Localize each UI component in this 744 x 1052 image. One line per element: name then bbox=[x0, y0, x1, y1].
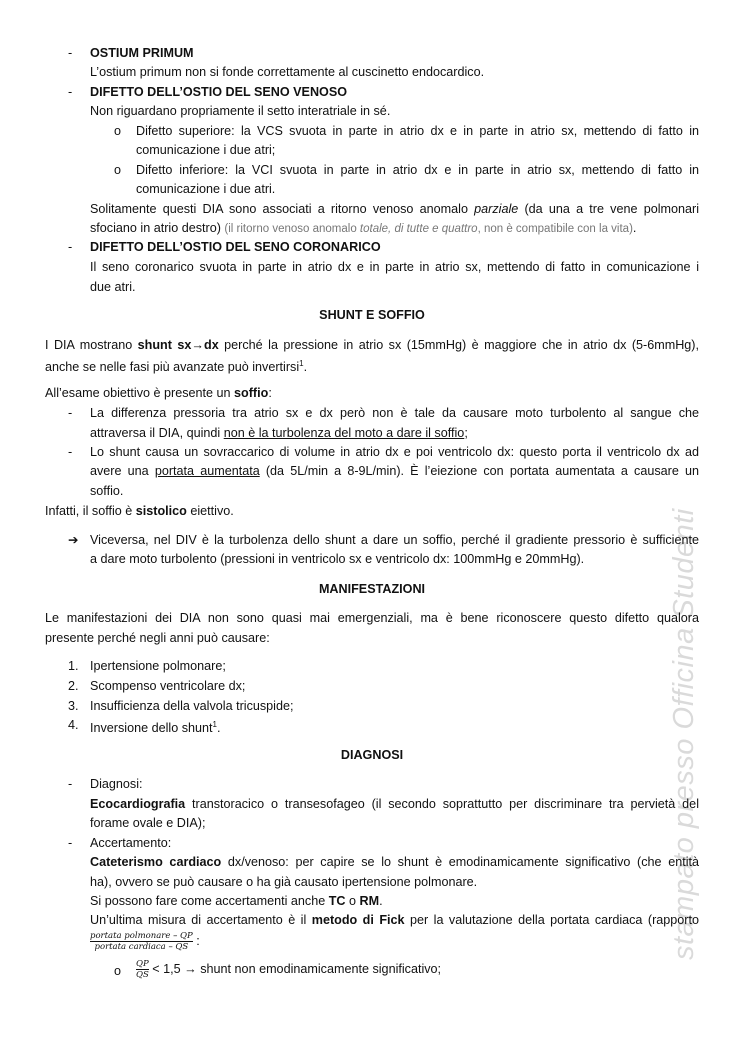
dash-bullet: - bbox=[68, 406, 73, 420]
list-number: 4. bbox=[68, 718, 79, 732]
dash-bullet: - bbox=[68, 777, 73, 791]
paragraph: Le manifestazioni dei DIA non sono quasi mai emergenziali, ma è bene riconoscere questo difetto qualora bbox=[45, 611, 699, 625]
text: Infatti, il soffio è bbox=[45, 504, 136, 518]
bold-text: metodo di Fick bbox=[311, 913, 405, 927]
section-title: DIFETTO DELL’OSTIO DEL SENO VENOSO bbox=[90, 85, 348, 99]
bold-text: shunt sx→dx bbox=[137, 338, 219, 352]
text: eiettivo. bbox=[186, 504, 234, 518]
list-item: Scompenso ventricolare dx; bbox=[90, 679, 246, 693]
list-item: comunicazione i due atri; bbox=[136, 143, 276, 157]
bold-text: sistolico bbox=[135, 504, 187, 518]
dash-bullet: - bbox=[68, 46, 73, 60]
italic-text: parziale bbox=[474, 202, 519, 216]
bold-text: RM bbox=[359, 894, 380, 908]
list-item: Accertamento: bbox=[90, 836, 172, 850]
text: ; bbox=[464, 426, 468, 440]
text: dx/venoso: per capire se lo shunt è emodinamicamente significativo (che entità bbox=[221, 855, 700, 869]
text: (il ritorno venoso anomalo bbox=[224, 223, 360, 235]
text: All’esame obiettivo è presente un bbox=[45, 386, 235, 400]
paragraph bbox=[45, 356, 307, 375]
text: : bbox=[196, 933, 200, 948]
section-title: DIFETTO DELL’OSTIO DEL SENO CORONARICO bbox=[90, 240, 381, 254]
circle-bullet: o bbox=[114, 964, 122, 978]
underlined-text: portata aumentata bbox=[154, 464, 260, 478]
denominator: portata cardiaca – QS bbox=[94, 942, 189, 952]
text: . bbox=[632, 221, 637, 235]
text: . bbox=[379, 894, 383, 908]
bold-text: soffio bbox=[234, 386, 269, 400]
fraction bbox=[90, 931, 193, 952]
paragraph: L’ostium primum non si fonde correttamente al cuscinetto endocardico. bbox=[90, 65, 485, 79]
bold-text: Cateterismo cardiaco bbox=[90, 855, 222, 869]
dash-bullet: - bbox=[68, 445, 73, 459]
heading-diagnosi: DIAGNOSI bbox=[340, 748, 404, 762]
paragraph: due atri. bbox=[90, 280, 136, 294]
paragraph: Il seno coronarico svuota in parte in atrio dx e in parte in atrio sx, mettendo di fatto in comunicazione i bbox=[90, 260, 699, 274]
dash-bullet: - bbox=[68, 836, 73, 850]
dash-bullet: - bbox=[68, 240, 73, 254]
list-item: Difetto superiore: la VCS svuota in parte in atrio dx e in parte in atrio sx, mettendo di fatto in bbox=[136, 124, 699, 138]
text: Inversione dello shunt bbox=[90, 721, 213, 736]
paragraph bbox=[45, 337, 699, 353]
text: , non è compatibile con la vita) bbox=[477, 223, 633, 235]
text: Solitamente questi DIA sono associati a ritorno venoso anomalo bbox=[90, 202, 475, 216]
heading-shunt: SHUNT E SOFFIO bbox=[319, 308, 425, 322]
denominator: QS bbox=[136, 970, 149, 980]
circle-bullet: o bbox=[114, 163, 122, 177]
bold-text: TC bbox=[328, 894, 346, 908]
text: . bbox=[216, 721, 221, 736]
section-title: OSTIUM PRIMUM bbox=[90, 46, 194, 60]
footnote-ref[interactable]: 1 bbox=[299, 359, 304, 368]
list-item bbox=[90, 425, 468, 441]
list-number: 1. bbox=[68, 659, 79, 673]
text: I DIA mostrano bbox=[45, 338, 138, 352]
text: Si possono fare come accertamenti anche bbox=[90, 894, 329, 908]
italic-text: totale, di tutte e quattro bbox=[359, 223, 478, 235]
text: Un’ultima misura di accertamento è il bbox=[90, 913, 312, 927]
dash-bullet: - bbox=[68, 85, 73, 99]
paragraph: ha), ovvero se può causare o ha già causato ipertensione polmonare. bbox=[90, 875, 478, 889]
paragraph bbox=[90, 796, 699, 812]
paragraph bbox=[90, 912, 699, 928]
list-number: 2. bbox=[68, 679, 79, 693]
text: attraversa il DIA, quindi bbox=[90, 426, 224, 440]
paragraph: Viceversa, nel DIV è la turbolenza dello shunt a dare un soffio, perché il gradiente pressorio è sufficiente bbox=[90, 533, 699, 547]
text: : bbox=[268, 386, 272, 400]
text: < 1,5 → shunt non emodinamicamente significativo; bbox=[148, 961, 442, 976]
list-item: Lo shunt causa un sovraccarico di volume in atrio dx e poi ventricolo dx: questo porta il ventricolo dx ad bbox=[90, 445, 699, 459]
fraction bbox=[136, 959, 149, 980]
paragraph bbox=[90, 201, 699, 217]
list-item: Difetto inferiore: la VCI svuota in parte in atrio dx e in parte in atrio sx, mettendo di fatto in bbox=[136, 163, 699, 177]
paragraph: presente perché negli anni può causare: bbox=[45, 631, 270, 645]
footnote-ref[interactable]: 1 bbox=[212, 720, 217, 729]
bold-text: Ecocardiografia bbox=[90, 797, 186, 811]
list-item: comunicazione i due atri. bbox=[136, 182, 276, 196]
underlined-text: non è la turbolenza del moto a dare il soffio bbox=[223, 426, 465, 440]
text: transtoracico o transesofageo (il secondo soprattutto per discriminare tra pervietà del bbox=[185, 797, 699, 811]
paragraph bbox=[45, 385, 272, 401]
list-item: Insufficienza della valvola tricuspide; bbox=[90, 699, 294, 713]
text: o bbox=[345, 894, 360, 908]
text: sfociano in atrio destro) bbox=[90, 221, 225, 235]
paragraph bbox=[90, 854, 699, 870]
paragraph bbox=[90, 893, 383, 909]
numerator: portata polmonare – QP bbox=[90, 931, 193, 941]
arrow-icon: ➔ bbox=[68, 533, 79, 547]
numerator: QP bbox=[136, 959, 149, 969]
list-item bbox=[90, 717, 220, 736]
list-number: 3. bbox=[68, 699, 79, 713]
text: (da una a tre vene polmonari bbox=[518, 202, 699, 216]
text: (da 5L/min a 8-9L/min). È l’eiezione con portata aumentata a causare un bbox=[259, 464, 699, 478]
fraction-formula bbox=[90, 931, 200, 952]
list-item: Ipertensione polmonare; bbox=[90, 659, 226, 673]
text: avere una bbox=[90, 464, 155, 478]
list-item bbox=[90, 463, 699, 479]
paragraph: a dare moto turbolento (pressioni in ventricolo sx e ventricolo dx: 100mmHg e 20mmHg). bbox=[90, 552, 585, 566]
text: . bbox=[303, 360, 308, 375]
circle-bullet: o bbox=[114, 124, 122, 138]
note bbox=[224, 223, 633, 235]
list-item bbox=[136, 959, 441, 980]
text: anche se nelle fasi più avanzate può invertirsi bbox=[45, 360, 300, 375]
paragraph bbox=[90, 220, 636, 237]
list-item: Diagnosi: bbox=[90, 777, 143, 791]
paragraph: forame ovale e DIA); bbox=[90, 816, 206, 830]
list-item: La differenza pressoria tra atrio sx e dx però non è tale da causare moto turbolento al sangue che bbox=[90, 406, 699, 420]
watermark: stampato presso Officina Studenti bbox=[668, 508, 700, 960]
text: per la valutazione della portata cardiaca (rapporto bbox=[404, 913, 699, 927]
heading-manifestazioni: MANIFESTAZIONI bbox=[318, 582, 426, 596]
paragraph: Non riguardano propriamente il setto interatriale in sé. bbox=[90, 104, 391, 118]
list-item: soffio. bbox=[90, 484, 124, 498]
text: perché la pressione in atrio sx (15mmHg) è maggiore che in atrio dx (5-6mmHg), bbox=[218, 338, 699, 352]
paragraph bbox=[45, 503, 234, 519]
